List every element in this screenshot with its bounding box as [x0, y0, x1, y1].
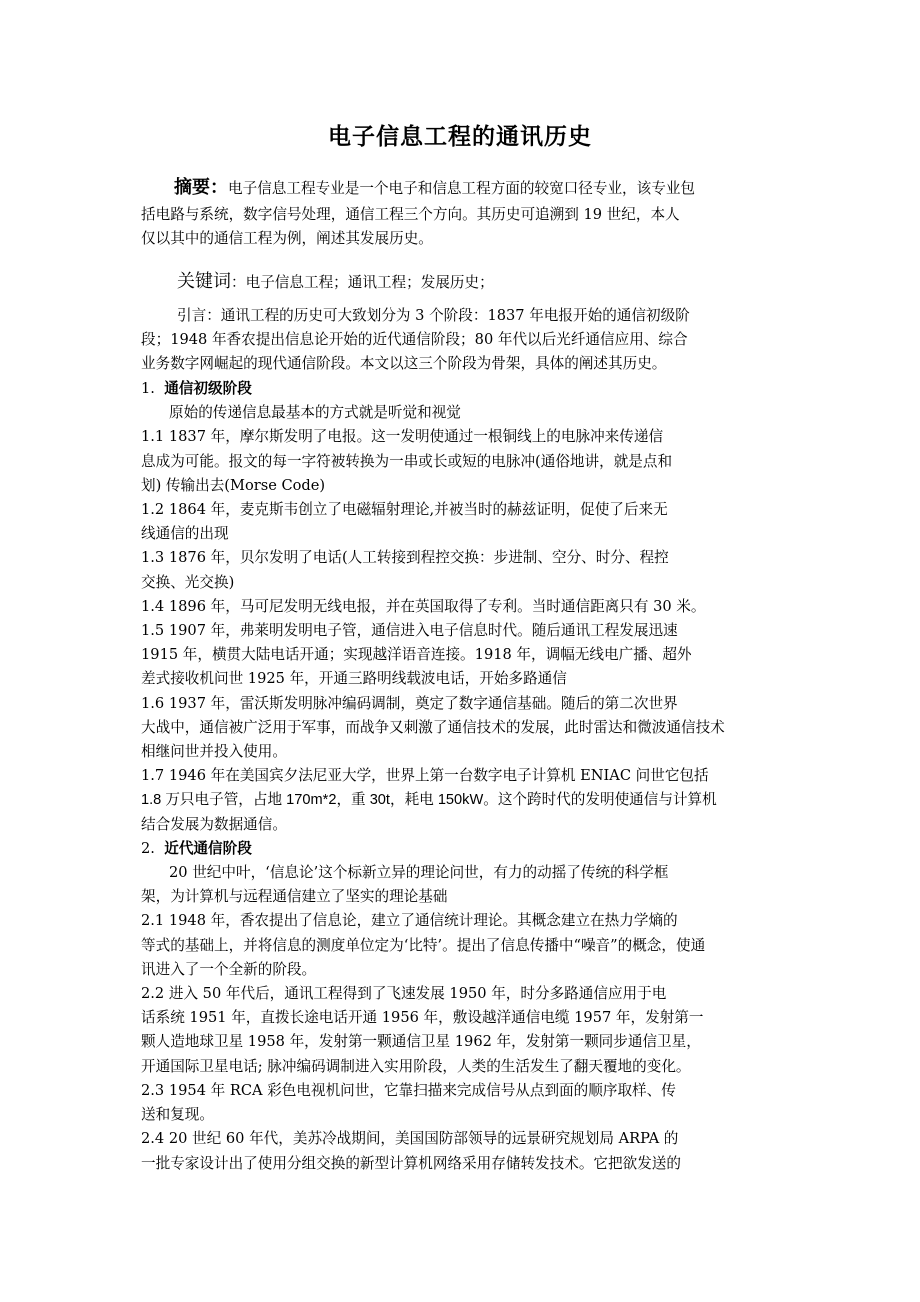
- item-2-1-line-2: 等式的基础上，并将信息的测度单位定为‘比特’。提出了信息传播中“噪音”的概念，使通: [141, 936, 706, 954]
- abstract-line-1: 摘要：电子信息工程专业是一个电子和信息工程方面的较宽口径专业，该专业包: [174, 177, 696, 198]
- item-1-1-line-1: 1.1 1837 年，摩尔斯发明了电报。这一发明使通过一根铜线上的电脉冲来传递信: [141, 428, 664, 446]
- item-1-4-line-1: 1.4 1896 年，马可尼发明无线电报，并在英国取得了专利。当时通信距离只有 30 米。: [141, 597, 706, 615]
- item-1-7-line-3: 结合发展为数据通信。: [141, 815, 287, 833]
- item-1-2-line-1: 1.2 1864 年，麦克斯韦创立了电磁辐射理论,并被当时的赫兹证明，促使了后来无: [141, 501, 668, 519]
- section-2-lead-line-1: 20 世纪中叶，‘信息论’这个标新立异的理论问世，有力的动摇了传统的科学框: [169, 864, 669, 882]
- section-1-heading: 1. 通信初级阶段: [141, 380, 252, 397]
- intro-line-3: 业务数字网崛起的现代通信阶段。本文以这三个阶段为骨架，具体的阐述其历史。: [141, 355, 667, 373]
- section-2-heading: 2. 近代通信阶段: [141, 839, 252, 857]
- item-1-6-line-2: 大战中，通信被广泛用于军事，而战争又刺激了通信技术的发展，此时雷达和微波通信技术: [141, 718, 725, 736]
- item-2-4-line-2: 一批专家设计出了使用分组交换的新型计算机网络采用存储转发技术。它把欲发送的: [141, 1154, 681, 1172]
- abstract-line-2: 括电路与系统，数字信号处理，通信工程三个方向。其历史可追溯到 19 世纪，本人: [141, 206, 680, 223]
- item-2-2-line-1: 2.2 进入 50 年代后，通讯工程得到了飞速发展 1950 年，时分多路通信应用于电: [141, 985, 667, 1003]
- item-1-6-line-1: 1.6 1937 年，雷沃斯发明脉冲编码调制，奠定了数字通信基础。随后的第二次世界: [141, 694, 678, 712]
- item-1-3-line-2: 交换、光交换): [141, 573, 235, 591]
- item-1-1-line-3: 划) 传输出去(Morse Code): [141, 476, 326, 494]
- intro-line-2: 段；1948 年香农提出信息论开始的近代通信阶段；80 年代以后光纤通信应用、综合: [141, 331, 688, 349]
- section-1: [141, 377, 782, 1176]
- item-2-1-line-3: 讯进入了一个全新的阶段。: [141, 960, 317, 978]
- item-2-2-line-2: 话系统 1951 年，直拨长途电话开通 1956 年，敷设越洋通信电缆 1957 年，发射第一: [141, 1009, 704, 1027]
- abstract: [141, 174, 782, 251]
- item-2-2-line-3: 颗人造地球卫星 1958 年，发射第一颗通信卫星 1962 年，发射第一颗同步通信卫星，: [141, 1033, 701, 1051]
- item-2-2-line-4: 开通国际卫星电话; 脉冲编码调制进入实用阶段，人类的生活发生了翻天覆地的变化。: [141, 1057, 691, 1075]
- abstract-label: 摘要：: [174, 177, 228, 198]
- section-1-lead: 原始的传递信息最基本的方式就是听觉和视觉: [169, 404, 461, 422]
- document-title: 电子信息工程的通讯历史: [328, 123, 592, 150]
- item-1-2-line-2: 线通信的出现: [141, 525, 229, 543]
- item-1-7-line-1: 1.7 1946 年在美国宾夕法尼亚大学，世界上第一台数字电子计算机 ENIAC 问世它包括: [141, 767, 709, 785]
- keywords-line: 关键词：电子信息工程；通讯工程；发展历史；: [177, 271, 494, 291]
- intro-line-1: 引言：通讯工程的历史可大致划分为 3 个阶段：1837 年电报开始的通信初级阶: [177, 307, 690, 324]
- keywords: [141, 267, 782, 297]
- item-1-6-line-3: 相继问世并投入使用。: [141, 743, 287, 761]
- section-2-lead-line-2: 架，为计算机与远程通信建立了坚实的理论基础: [141, 888, 448, 906]
- item-1-3-line-1: 1.3 1876 年，贝尔发明了电话(人工转接到程控交换：步进制、空分、时分、程控: [141, 549, 669, 567]
- keywords-label: 关键词: [177, 271, 231, 291]
- introduction: [141, 304, 782, 377]
- item-1-5-line-1: 1.5 1907 年，弗莱明发明电子管，通信进入电子信息时代。随后通讯工程发展迅速: [141, 622, 678, 640]
- item-1-5-line-2: 1915 年，横贯大陆电话开通；实现越洋语音连接。1918 年，调幅无线电广播、超外: [141, 646, 692, 664]
- item-2-3-line-1: 2.3 1954 年 RCA 彩色电视机问世，它靠扫描来完成信号从点到面的顺序取样、传: [141, 1081, 676, 1099]
- item-1-7-line-2: 1.8 万只电子管，占地 170m*2，重 30t，耗电 150kW。这个跨时代的发明使通信与计算机: [141, 792, 717, 809]
- item-1-5-line-3: 差式接收机问世 1925 年，开通三路明线载波电话，开始多路通信: [141, 670, 567, 688]
- abstract-line-3: 仅以其中的通信工程为例，阐述其发展历史。: [141, 230, 433, 248]
- item-2-4-line-1: 2.4 20 世纪 60 年代，美苏冷战期间，美国国防部领导的远景研究规划局 ARPA 的: [141, 1130, 679, 1148]
- item-2-1-line-1: 2.1 1948 年，香农提出了信息论，建立了通信统计理论。其概念建立在热力学熵的: [141, 912, 678, 930]
- item-2-3-line-2: 送和复现。: [141, 1106, 214, 1124]
- item-1-1-line-2: 息成为可能。报文的每一字符被转换为一串或长或短的电脉冲(通俗地讲，就是点和: [141, 452, 673, 470]
